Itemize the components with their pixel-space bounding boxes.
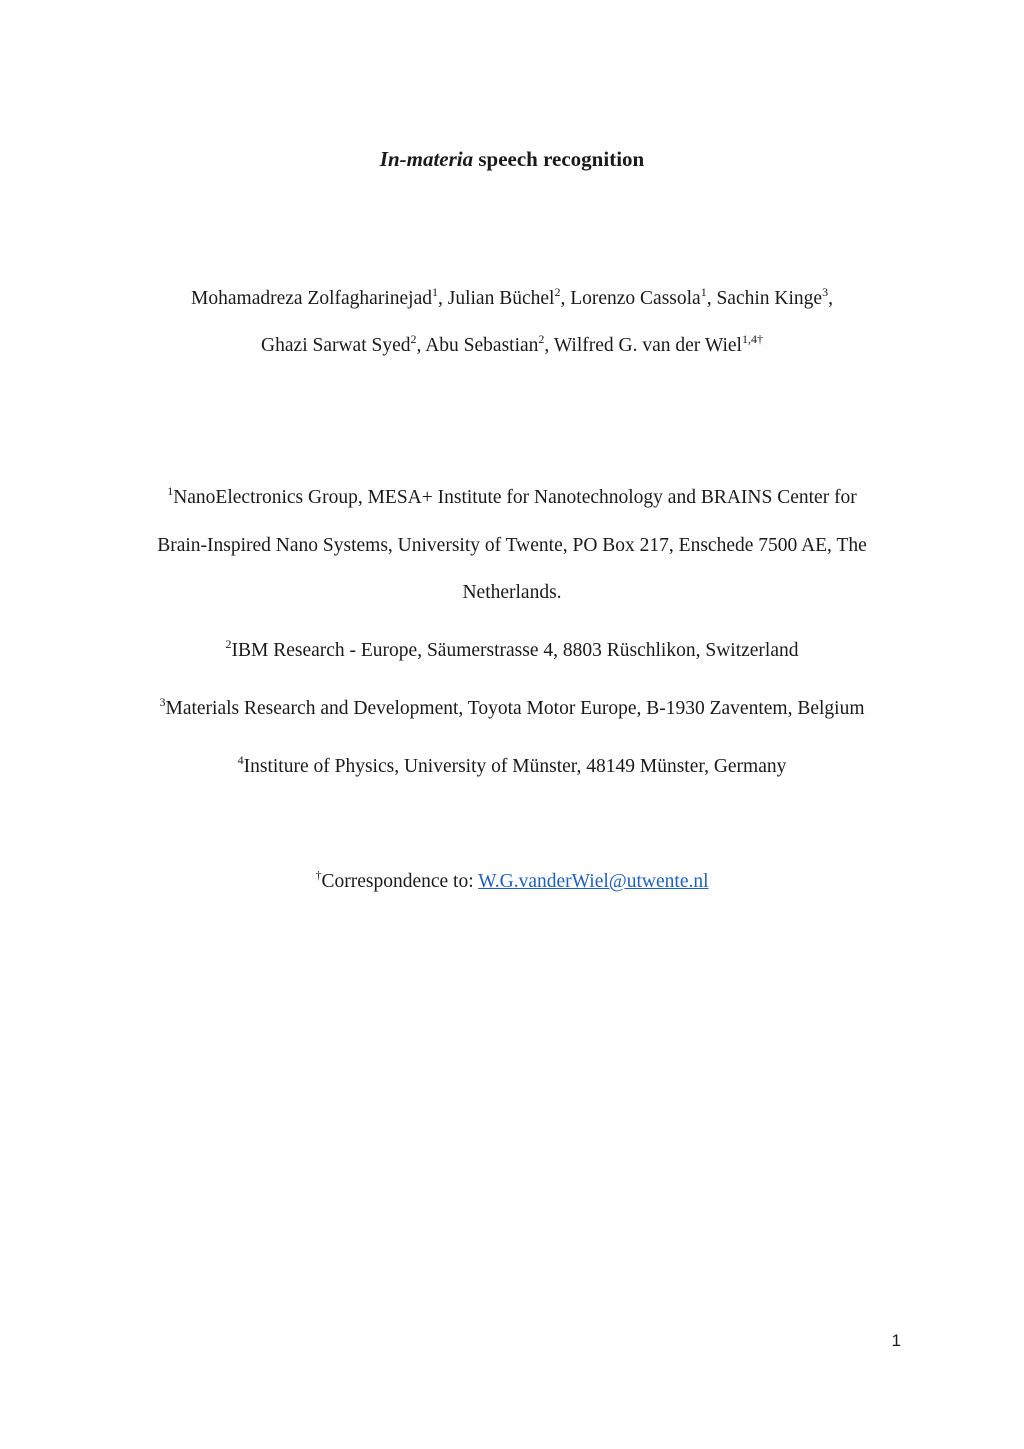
author-name: Ghazi Sarwat Syed (261, 335, 411, 356)
correspondence-email-link[interactable]: W.G.vanderWiel@utwente.nl (478, 871, 709, 892)
title-rest: speech recognition (473, 147, 645, 171)
affiliation-3 (0, 694, 1024, 721)
affiliation-text: Institure of Physics, University of Münster, 48149 Münster, Germany (243, 756, 787, 777)
affiliation-1-line-3 (0, 581, 1024, 605)
affiliation-mark: 4 (237, 752, 244, 767)
affiliation-1-line-2 (0, 534, 1024, 558)
affiliation-mark: 2 (225, 636, 232, 651)
author-line-2 (0, 331, 1024, 358)
affiliation-mark: 3 (159, 694, 166, 709)
affiliation-text: Netherlands. (462, 582, 562, 603)
paper-title (0, 147, 1024, 171)
author-separator: , (437, 288, 448, 309)
author-separator: , (560, 288, 571, 309)
affiliation-mark: 1,4† (741, 331, 763, 346)
affiliation-text: IBM Research - Europe, Säumerstrasse 4, 8803 Rüschlikon, Switzerland (231, 640, 799, 661)
author-separator: , (416, 335, 426, 356)
author-separator: , (706, 288, 717, 309)
affiliation-mark: 1 (700, 284, 707, 299)
author-line-1 (0, 284, 1024, 311)
affiliation-mark: 3 (822, 284, 829, 299)
author-name: Lorenzo Cassola (570, 288, 701, 309)
dagger-mark: † (315, 867, 322, 882)
affiliation-2 (0, 636, 1024, 663)
author-name: Mohamadreza Zolfagharinejad (191, 288, 432, 309)
affiliation-mark: 1 (431, 284, 438, 299)
author-separator: , (828, 288, 833, 309)
author-name: Wilfred G. van der Wiel (553, 335, 742, 356)
affiliation-mark: 1 (167, 483, 174, 498)
author-name: Abu Sebastian (425, 335, 539, 356)
affiliation-mark: 2 (554, 284, 561, 299)
affiliation-1-line-1 (0, 483, 1024, 510)
affiliation-4 (0, 752, 1024, 779)
affiliation-text: Materials Research and Development, Toyota Motor Europe, B-1930 Zaventem, Belgium (165, 698, 865, 719)
affiliation-text: NanoElectronics Group, MESA+ Institute for Nanotechnology and BRAINS Center for (173, 487, 857, 508)
affiliation-mark: 2 (538, 331, 545, 346)
affiliation-text: Brain-Inspired Nano Systems, University of Twente, PO Box 217, Enschede 7500 AE, The (157, 535, 867, 556)
author-name: Julian Büchel (447, 288, 555, 309)
affiliation-mark: 2 (410, 331, 417, 346)
title-italic: In-materia (379, 147, 474, 171)
correspondence-line (0, 867, 1024, 894)
correspondence-label: Correspondence to: (321, 871, 479, 892)
author-name: Sachin Kinge (716, 288, 823, 309)
page-number: 1 (891, 1331, 901, 1350)
author-separator: , (544, 335, 554, 356)
